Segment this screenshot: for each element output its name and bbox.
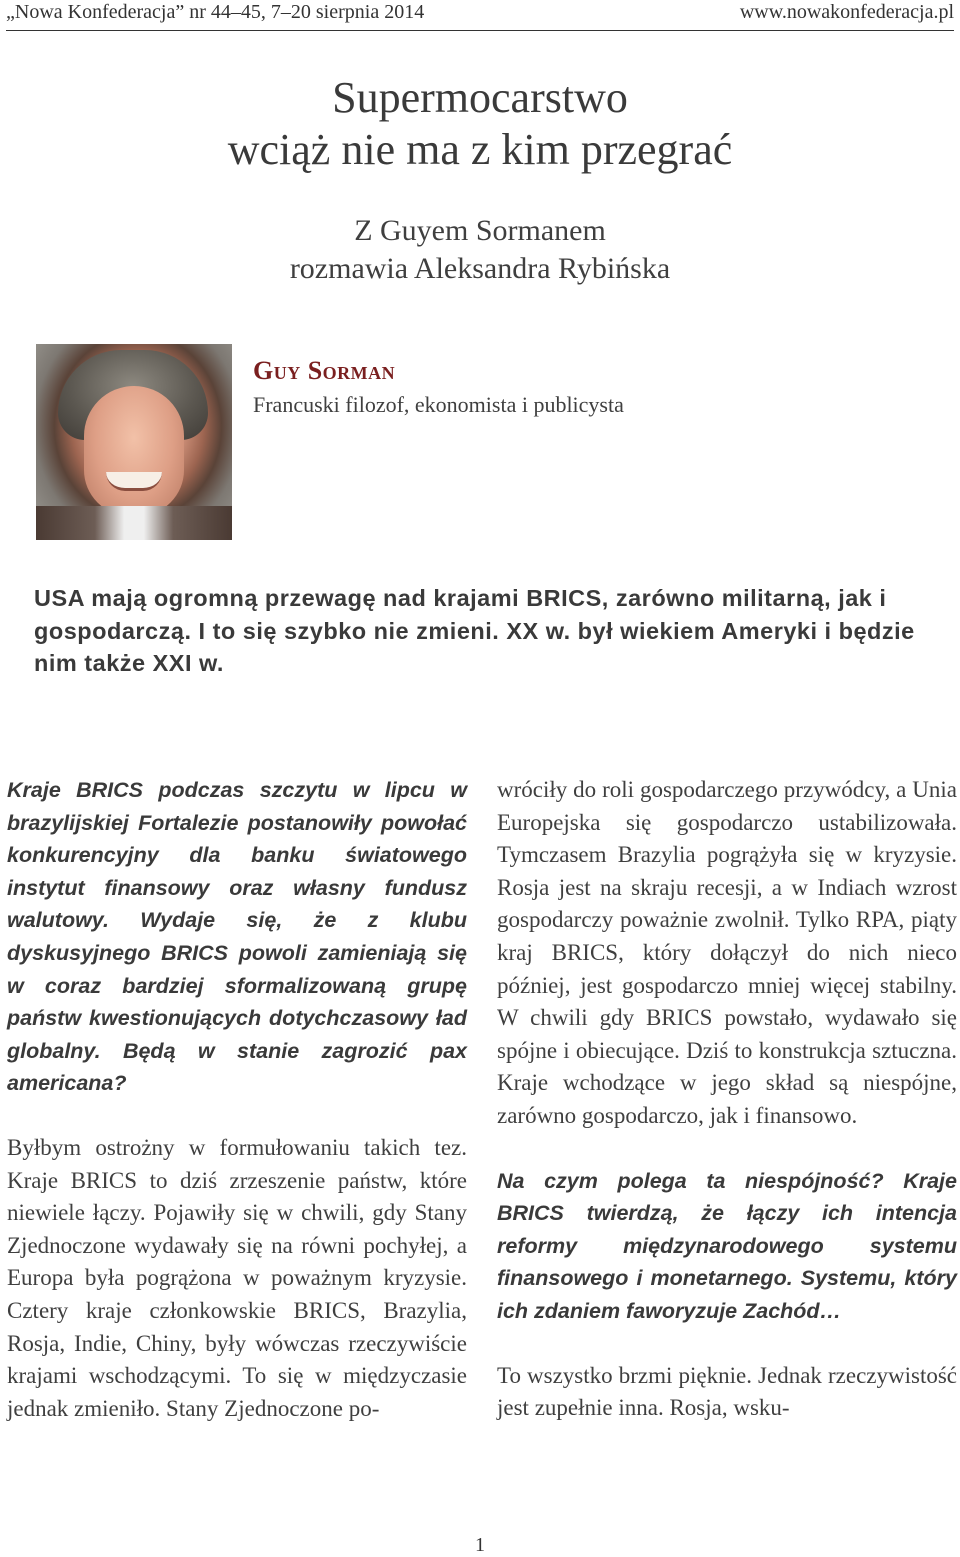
person-name: Guy Sorman [253, 356, 396, 385]
answer-1: Byłbym ostrożny w formułowaniu takich tez. Kraje BRICS to dziś zrzeszenie państw, które niewiele łączy. Pojawiły się w chwili, gdy Stany Zjednoczone wydawały się na równi pochyłej, a Europa była pogrążona w poważnym kryzysie. Cztery kraje członkowskie BRICS, Brazylia, Rosja, Indie, Chiny, były wówczas rzeczywiście krajami wschodzącymi. To się w międzyczasie jednak zmieniło. Stany Zjednoczone po- [7, 1134, 467, 1421]
right-column [497, 774, 957, 1425]
question-2: Na czym polega ta niespójność? Kraje BRICS twierdzą, że łączy ich intencja reformy międzynarodowego systemu finansowego i monetarnego. Systemu, który ich zdaniem faworyzuje Zachód… [497, 1168, 957, 1323]
article-title [0, 72, 960, 176]
article-subtitle [0, 212, 960, 288]
subtitle-line-1: Z Guyem Sormanem [354, 214, 606, 247]
question-1: Kraje BRICS podczas szczytu w lipcu w brazylijskiej Fortalezie postanowiły powołać konkurencyjny dla banku światowego instytut finansowy oraz własny fundusz walutowy. Wydaje się, że z klubu dyskusyjnego BRICS powoli zamieniają się w coraz bardziej sformalizowaną grupę państw kwestionujących dotychczasowy ład globalny. Będą w stanie zagrozić pax americana? [7, 778, 467, 1096]
title-line-1: Supermocarstwo [332, 73, 628, 122]
website-url: www.nowakonfederacja.pl [739, 1, 954, 23]
page-number: 1 [475, 1534, 485, 1556]
left-column [7, 774, 467, 1425]
article-lead: USA mają ogromną przewagę nad krajami BRICS, zarówno militarną, jak i gospodarczą. I to się szybko nie zmieni. XX w. był wiekiem Ameryki i będzie nim także XXI w. [34, 585, 915, 676]
answer-2: To wszystko brzmi pięknie. Jednak rzeczywistość jest zupełnie inna. Rosja, wsku- [497, 1362, 957, 1421]
title-line-2: wciąż nie ma z kim przegrać [227, 125, 733, 174]
subtitle-line-2: rozmawia Aleksandra Rybińska [289, 252, 671, 285]
person-description: Francuski filozof, ekonomista i publicysta [253, 392, 624, 417]
answer-1-continued: wróciły do roli gospodarczego przywódcy, a Unia Europejska się gospodarczo ustabilizowała. Tymczasem Brazylia pogrążyła się w kryzysie. Rosja jest na skraju recesji, a w Indiach wzrost gospodarczy poważnie zwolnił. Tylko RPA, piąty kraj BRICS, który dołączył do nich nieco później, jest gospodarczo mniej więcej stabilny. W chwili gdy BRICS powstało, wydawało się spójne i obiecujące. Dziś to konstrukcja sztuczna. Kraje wchodzące w jego skład są niespójne, zarówno gospodarczo, jak i finansowo. [497, 777, 957, 1128]
running-header [6, 0, 954, 31]
author-photo [36, 344, 232, 540]
publication-info: „Nowa Konfederacja” nr 44–45, 7–20 sierpnia 2014 [6, 1, 425, 23]
